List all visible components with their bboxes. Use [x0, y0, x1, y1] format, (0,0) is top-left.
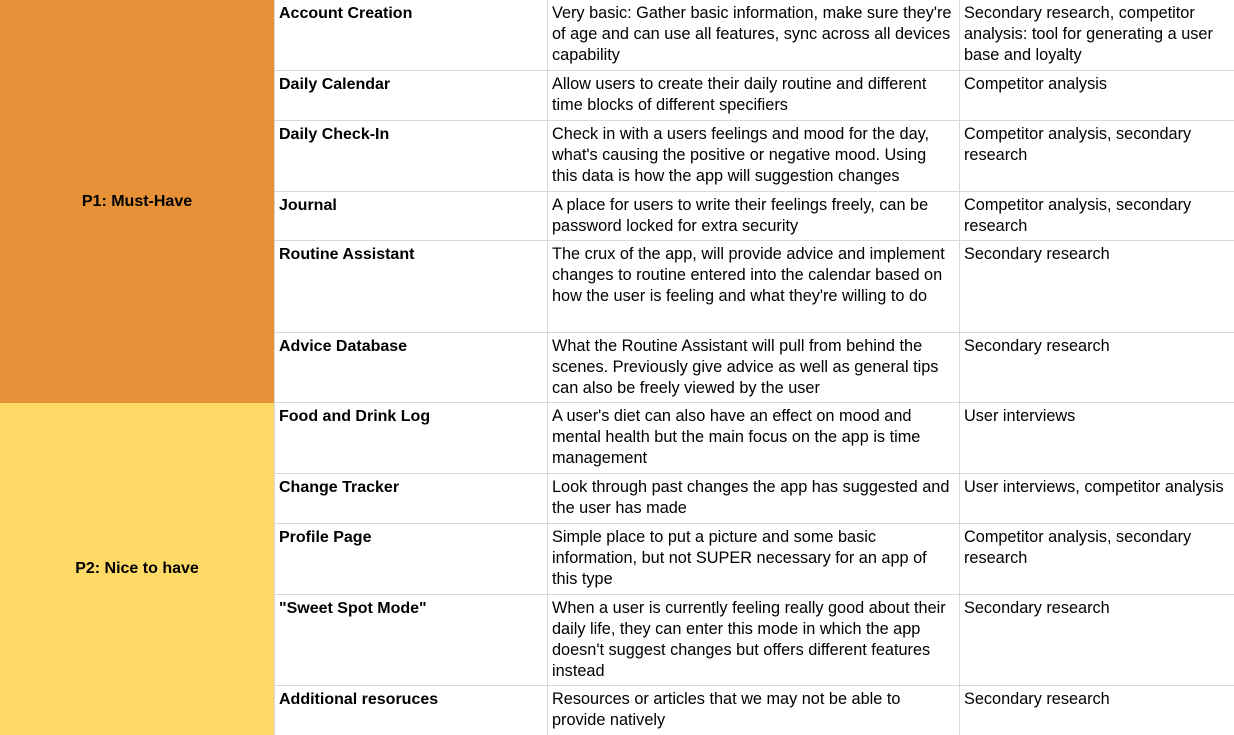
description-cell[interactable]: Simple place to put a picture and some basic information, but not SUPER necessary for an app of this type	[548, 524, 960, 594]
table-row	[275, 686, 1234, 735]
source-cell[interactable]: User interviews	[964, 407, 1076, 425]
table-row	[275, 121, 1234, 192]
source-cell[interactable]: Secondary research, competitor analysis: tool for generating a user base and loyalty	[964, 4, 1213, 64]
feature-cell[interactable]: Daily Check-In	[275, 121, 548, 191]
description-cell[interactable]: Allow users to create their daily routine and different time blocks of different specifiers	[548, 71, 960, 120]
description-cell[interactable]: A user's diet can also have an effect on mood and mental health but the main focus on the app is time management	[548, 403, 960, 473]
source-cell[interactable]: Secondary research	[964, 245, 1110, 263]
source-cell[interactable]: Secondary research	[964, 337, 1110, 355]
table-row	[275, 333, 1234, 403]
priority-label-p2: P2: Nice to have	[75, 560, 199, 577]
description-cell[interactable]: The crux of the app, will provide advice and implement changes to routine entered into the calendar based on how the user is feeling and what they're willing to do	[548, 241, 960, 332]
description-cell[interactable]: What the Routine Assistant will pull from behind the scenes. Previously give advice as well as general tips can also be freely viewed by the user	[548, 333, 960, 402]
table-row	[275, 524, 1234, 595]
description-cell[interactable]: A place for users to write their feelings freely, can be password locked for extra security	[548, 192, 960, 240]
source-cell[interactable]: Competitor analysis, secondary research	[964, 125, 1192, 164]
feature-cell[interactable]: Profile Page	[275, 524, 548, 594]
source-cell[interactable]: Secondary research	[964, 690, 1110, 708]
description-cell[interactable]: Resources or articles that we may not be able to provide natively	[548, 686, 960, 735]
priority-label-p1: P1: Must-Have	[81, 192, 193, 210]
description-cell[interactable]: Check in with a users feelings and mood for the day, what's causing the positive or negative mood. Using this data is how the app will suggestion changes	[548, 121, 960, 191]
table-row	[275, 0, 1234, 71]
table-row	[275, 474, 1234, 524]
feature-cell[interactable]: Account Creation	[275, 0, 548, 70]
feature-cell[interactable]: Advice Database	[275, 333, 548, 402]
source-cell[interactable]: Competitor analysis	[964, 75, 1107, 93]
feature-cell[interactable]: Routine Assistant	[275, 241, 548, 332]
priority-cell-p1[interactable]	[0, 0, 275, 403]
source-cell[interactable]: User interviews, competitor analysis	[964, 478, 1224, 496]
feature-cell[interactable]: Food and Drink Log	[275, 403, 548, 473]
table-row	[275, 403, 1234, 474]
description-cell[interactable]: When a user is currently feeling really good about their daily life, they can enter this mode in which the app doesn't suggest changes but offers different features instead	[548, 595, 960, 685]
source-cell[interactable]: Competitor analysis, secondary research	[964, 196, 1192, 235]
source-cell[interactable]: Secondary research	[964, 599, 1110, 617]
table-row	[275, 241, 1234, 333]
feature-cell[interactable]: Daily Calendar	[275, 71, 548, 120]
description-cell[interactable]: Look through past changes the app has suggested and the user has made	[548, 474, 960, 523]
table-row	[275, 595, 1234, 686]
table-row	[275, 71, 1234, 121]
feature-cell[interactable]: Change Tracker	[275, 474, 548, 523]
feature-cell[interactable]: Journal	[275, 192, 548, 240]
priority-cell-p2[interactable]	[0, 403, 275, 735]
source-cell[interactable]: Competitor analysis, secondary research	[964, 528, 1192, 567]
description-cell[interactable]: Very basic: Gather basic information, make sure they're of age and can use all features, sync across all devices capability	[548, 0, 960, 70]
table-row	[275, 192, 1234, 241]
feature-cell[interactable]: Additional resoruces	[275, 686, 548, 735]
feature-cell[interactable]: "Sweet Spot Mode"	[275, 595, 548, 685]
